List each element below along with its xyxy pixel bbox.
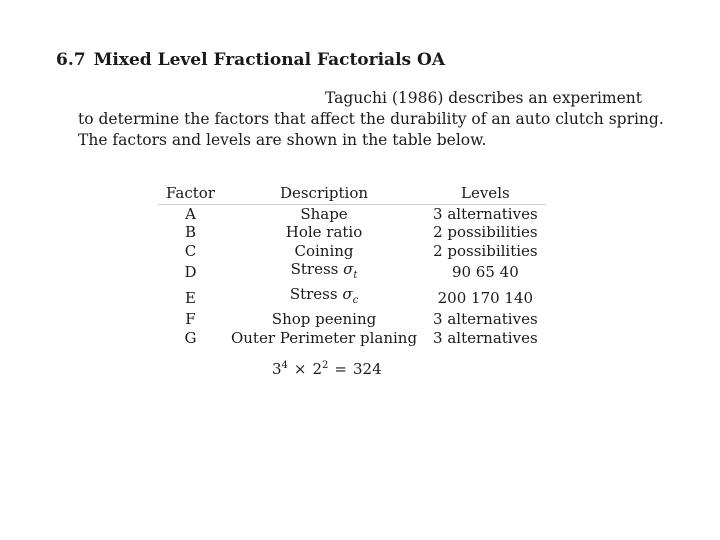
intro-paragraph [78,88,664,151]
factor-cell: C [184,241,197,260]
levels-cell: 200 170 140 [437,288,534,307]
factor-cell: F [185,310,196,329]
header-levels: Levels [461,184,510,202]
factor-cell: B [184,223,196,242]
levels-cell: 3 alternatives [433,328,538,347]
table-row [158,285,546,310]
factor-cell: G [184,328,197,347]
factor-cell: D [184,263,197,282]
description-text: Stress [290,259,339,278]
factors-table [158,184,546,347]
formula-equals: = [334,360,347,378]
description-text: Stress [289,285,338,304]
table-row [158,260,546,285]
formula-result: 324 [353,360,382,378]
table-row [158,329,546,347]
formula-times: × [293,360,307,378]
paragraph-line-2: to determine the factors that affect the durability of an auto clutch spring. [78,110,664,128]
run-count-formula [272,360,382,378]
sigma-symbol: $\sigma_c$ [342,285,359,307]
table-row [158,310,546,328]
table-header-row [158,184,546,205]
levels-cell: 2 possibilities [433,241,538,260]
header-description: Description [279,184,369,202]
paragraph-line-1: Taguchi (1986) describes an experiment [325,89,642,107]
paragraph-line-3: The factors and levels are shown in the table below. [78,131,487,149]
formula-exponent-2: 2 [322,360,329,371]
description-cell [223,285,425,310]
description-cell: Shape [300,205,348,223]
description-cell [223,260,425,285]
description-cell: Coining [294,241,354,260]
levels-cell: 90 65 40 [451,263,519,282]
header-factor: Factor [166,184,215,202]
levels-cell: 3 alternatives [433,205,538,223]
levels-cell: 3 alternatives [433,310,538,329]
sigma-symbol: $\sigma_t$ [343,259,358,281]
section-heading [56,50,445,70]
table-row [158,242,546,260]
factor-cell: E [185,288,196,307]
table-row [158,223,546,241]
formula-exponent-1: 4 [281,360,288,371]
table-row [158,205,546,224]
description-cell: Outer Perimeter planing [230,328,418,347]
section-title: Mixed Level Fractional Factorials OA [93,50,446,70]
description-cell: Hole ratio [285,223,363,242]
levels-cell: 2 possibilities [433,223,538,242]
section-number: 6.7 [56,50,86,70]
formula-base-2: 2 [312,360,323,378]
factor-cell: A [185,205,196,223]
description-cell: Shop peening [271,310,377,329]
formula-base-1: 3 [272,360,282,378]
